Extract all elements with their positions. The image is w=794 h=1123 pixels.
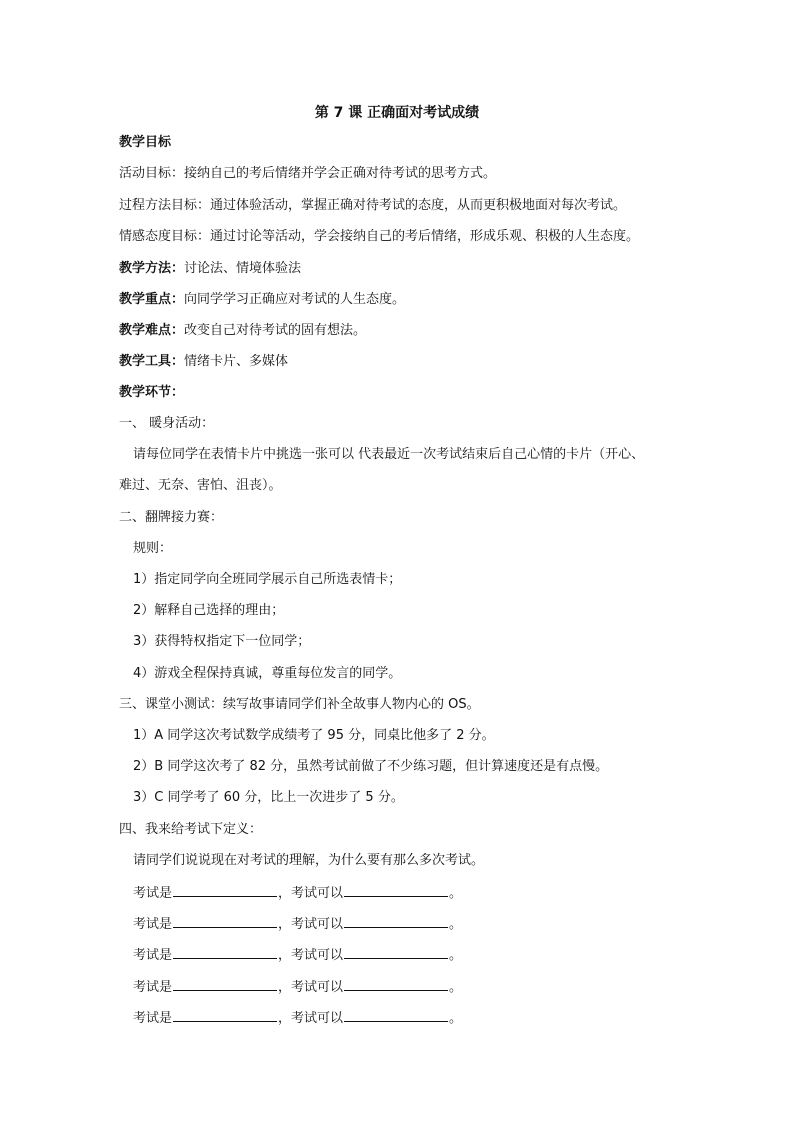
- quiz-item: 2）B 同学这次考了 82 分，虽然考试前做了不少练习题，但计算速度还是有点慢。: [133, 759, 609, 774]
- section1-line1: 请每位同学在表情卡片中挑选一张可以 代表最近一次考试结束后自己心情的卡片（开心、: [133, 447, 645, 462]
- definition-middle: ，考试可以: [278, 1011, 344, 1026]
- rule-item: 3）获得特权指定下一位同学；: [133, 634, 311, 649]
- rule-item: 2）解释自己选择的理由；: [133, 603, 285, 618]
- definition-middle: ，考试可以: [278, 948, 344, 963]
- answer-blank[interactable]: [173, 977, 277, 991]
- definition-end: 。: [449, 1011, 463, 1026]
- teaching-tools-text: 情绪卡片、多媒体: [184, 354, 289, 369]
- definition-prefix: 考试是: [133, 980, 173, 995]
- rules-label: 规则：: [133, 541, 173, 556]
- answer-blank[interactable]: [173, 883, 277, 897]
- objectives-heading: 教学目标: [119, 135, 172, 150]
- definition-prefix: 考试是: [133, 1011, 173, 1026]
- difficulty-label: 教学难点：: [119, 323, 185, 338]
- section2-title: 二、翻牌接力赛：: [119, 510, 224, 525]
- definition-row: [133, 914, 713, 934]
- section4-prompt: 请同学们说说现在对考试的理解，为什么要有那么多次考试。: [133, 853, 485, 868]
- answer-blank[interactable]: [344, 945, 448, 959]
- teaching-method: [119, 260, 699, 278]
- section1-title: 一、 暖身活动：: [119, 416, 215, 431]
- answer-blank[interactable]: [344, 977, 448, 991]
- definition-prefix: 考试是: [133, 948, 173, 963]
- definition-end: 。: [449, 948, 463, 963]
- process-objective: 过程方法目标：通过体验活动，掌握正确对待考试的态度，从而更积极地面对每次考试。: [119, 198, 627, 213]
- definition-end: 。: [449, 980, 463, 995]
- definition-prefix: 考试是: [133, 917, 173, 932]
- teaching-tools: [119, 353, 699, 371]
- answer-blank[interactable]: [344, 914, 448, 928]
- definition-row: [133, 1008, 713, 1028]
- answer-blank[interactable]: [173, 914, 277, 928]
- teaching-method-text: 讨论法、情境体验法: [184, 261, 302, 276]
- section1-line2: 难过、无奈、害怕、沮丧）。: [119, 478, 282, 493]
- definition-row: [133, 945, 713, 965]
- definition-row: [133, 883, 713, 903]
- definition-prefix: 考试是: [133, 886, 173, 901]
- key-point-text: 向同学学习正确应对考试的人生态度。: [184, 292, 406, 307]
- quiz-item: 3）C 同学考了 60 分，比上一次进步了 5 分。: [133, 790, 404, 805]
- attitude-objective: 情感态度目标：通过讨论等活动，学会接纳自己的考后情绪，形成乐观、积极的人生态度。: [119, 229, 640, 244]
- key-point: [119, 291, 699, 309]
- steps-heading: 教学环节：: [119, 385, 185, 400]
- quiz-item: 1）A 同学这次考试数学成绩考了 95 分，同桌比他多了 2 分。: [133, 728, 495, 743]
- rule-item: 4）游戏全程保持真诚，尊重每位发言的同学。: [133, 666, 402, 681]
- definition-middle: ，考试可以: [278, 886, 344, 901]
- key-point-label: 教学重点：: [119, 292, 185, 307]
- definition-middle: ，考试可以: [278, 917, 344, 932]
- rule-item: 1）指定同学向全班同学展示自己所选表情卡；: [133, 572, 402, 587]
- difficulty: [119, 322, 699, 340]
- activity-objective: 活动目标：接纳自己的考后情绪并学会正确对待考试的思考方式。: [119, 166, 497, 181]
- section3-title: 三、课堂小测试：续写故事请同学们补全故事人物内心的 OS。: [119, 697, 480, 712]
- answer-blank[interactable]: [173, 945, 277, 959]
- definition-row: [133, 977, 713, 997]
- definition-end: 。: [449, 917, 463, 932]
- answer-blank[interactable]: [344, 1008, 448, 1022]
- teaching-tools-label: 教学工具：: [119, 354, 185, 369]
- lesson-title: 第 7 课 正确面对考试成绩: [314, 105, 480, 121]
- teaching-method-label: 教学方法：: [119, 261, 185, 276]
- answer-blank[interactable]: [173, 1008, 277, 1022]
- section4-title: 四、我来给考试下定义：: [119, 822, 263, 837]
- difficulty-text: 改变自己对待考试的固有想法。: [184, 323, 367, 338]
- definition-end: 。: [449, 886, 463, 901]
- definition-middle: ，考试可以: [278, 980, 344, 995]
- answer-blank[interactable]: [344, 883, 448, 897]
